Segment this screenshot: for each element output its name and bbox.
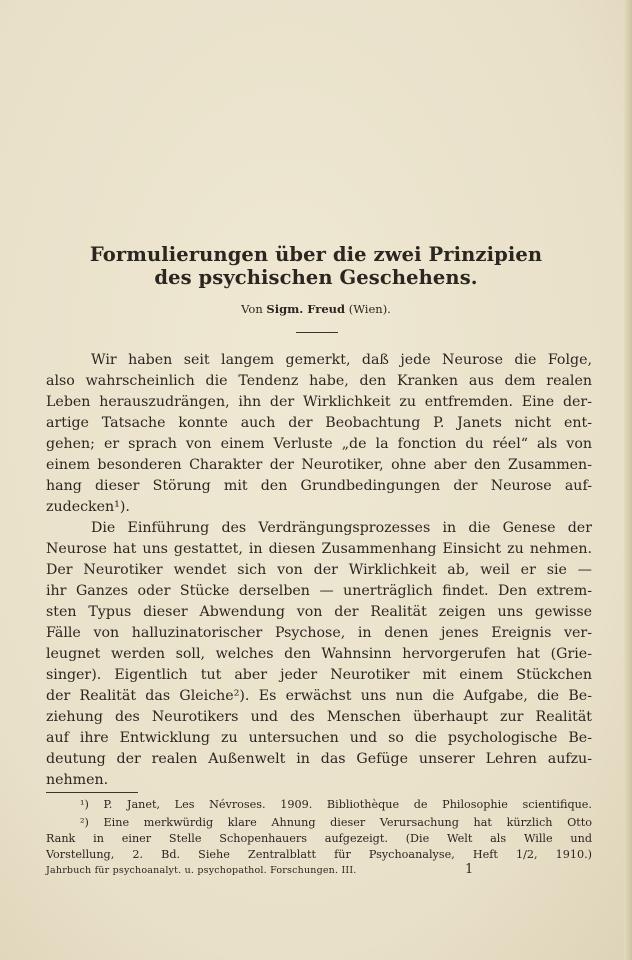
body-line: der Realität das Gleiche²). Es erwächst uns nun die Aufgabe, die Be- xyxy=(46,688,592,704)
body-line: hang dieser Störung mit den Grundbedingungen der Neurose auf- xyxy=(46,478,592,494)
body-line: ihr Ganzes oder Stücke derselben — unerträglich findet. Den extrem- xyxy=(46,583,592,599)
body-line: gehen; er sprach von einem Verluste „de la fonction du réel“ als von xyxy=(46,436,592,452)
author-suffix: (Wien). xyxy=(348,302,391,316)
article-title-line-2: des psychischen Geschehens. xyxy=(154,266,478,289)
page-number: 1 xyxy=(465,862,474,877)
footnote-line: ²) Eine merkwürdig klare Ahnung dieser Verursachung hat kürzlich Otto xyxy=(80,816,592,829)
body-line: ziehung des Neurotikers und des Menschen überhaupt zur Realität xyxy=(46,709,592,725)
body-line: Neurose hat uns gestattet, in diesen Zusammenhang Einsicht zu nehmen. xyxy=(46,541,592,557)
running-footer: Jahrbuch für psychoanalyt. u. psychopathol. Forschungen. III. xyxy=(46,865,357,876)
body-line: Wir haben seit langem gemerkt, daß jede Neurose die Folge, xyxy=(91,352,592,368)
author-prefix: Von xyxy=(241,302,263,316)
article-title-line-1: Formulierungen über die zwei Prinzipien xyxy=(89,243,543,266)
author-name: Sigm. Freud xyxy=(266,302,346,316)
body-line: Fälle von halluzinatorischer Psychose, in denen jenes Ereignis ver- xyxy=(46,625,592,641)
footnote-divider xyxy=(46,792,138,793)
body-line: Die Einführung des Verdrängungsprozesses in die Genese der xyxy=(91,520,592,536)
body-line: artige Tatsache konnte auch der Beobachtung P. Janets nicht ent- xyxy=(46,415,592,431)
footnote-line: Rank in einer Stelle Schopenhauers aufgezeigt. (Die Welt als Wille und xyxy=(46,832,592,845)
body-line: auf ihre Entwicklung zu untersuchen und so die psychologische Be- xyxy=(46,730,592,746)
body-line: nehmen. xyxy=(46,772,109,788)
body-line: Leben herauszudrängen, ihn der Wirklichkeit zu entfremden. Eine der- xyxy=(46,394,592,410)
body-line: singer). Eigentlich tut aber jeder Neurotiker mit einem Stückchen xyxy=(46,667,592,683)
body-line: Der Neurotiker wendet sich von der Wirklichkeit ab, weil er sie — xyxy=(46,562,592,578)
author-line xyxy=(0,302,632,316)
page-edge xyxy=(624,0,632,960)
title-divider xyxy=(296,332,338,333)
footnote-line: Vorstellung, 2. Bd. Siehe Zentralblatt für Psychoanalyse, Heft 1/2, 1910.) xyxy=(46,848,592,861)
body-line: zudecken¹). xyxy=(46,499,130,515)
footnote-line: ¹) P. Janet, Les Névroses. 1909. Bibliothèque de Philosophie scientifique. xyxy=(80,798,592,811)
body-line: sten Typus dieser Abwendung von der Realität zeigen uns gewisse xyxy=(46,604,592,620)
body-line: einem besonderen Charakter der Neurotiker, ohne aber den Zusammen- xyxy=(46,457,592,473)
body-line: deutung der realen Außenwelt in das Gefüge unserer Lehren aufzu- xyxy=(46,751,592,767)
body-line: leugnet werden soll, welches den Wahnsinn hervorgerufen hat (Grie- xyxy=(46,646,592,662)
body-line: also wahrscheinlich die Tendenz habe, den Kranken aus dem realen xyxy=(46,373,592,389)
